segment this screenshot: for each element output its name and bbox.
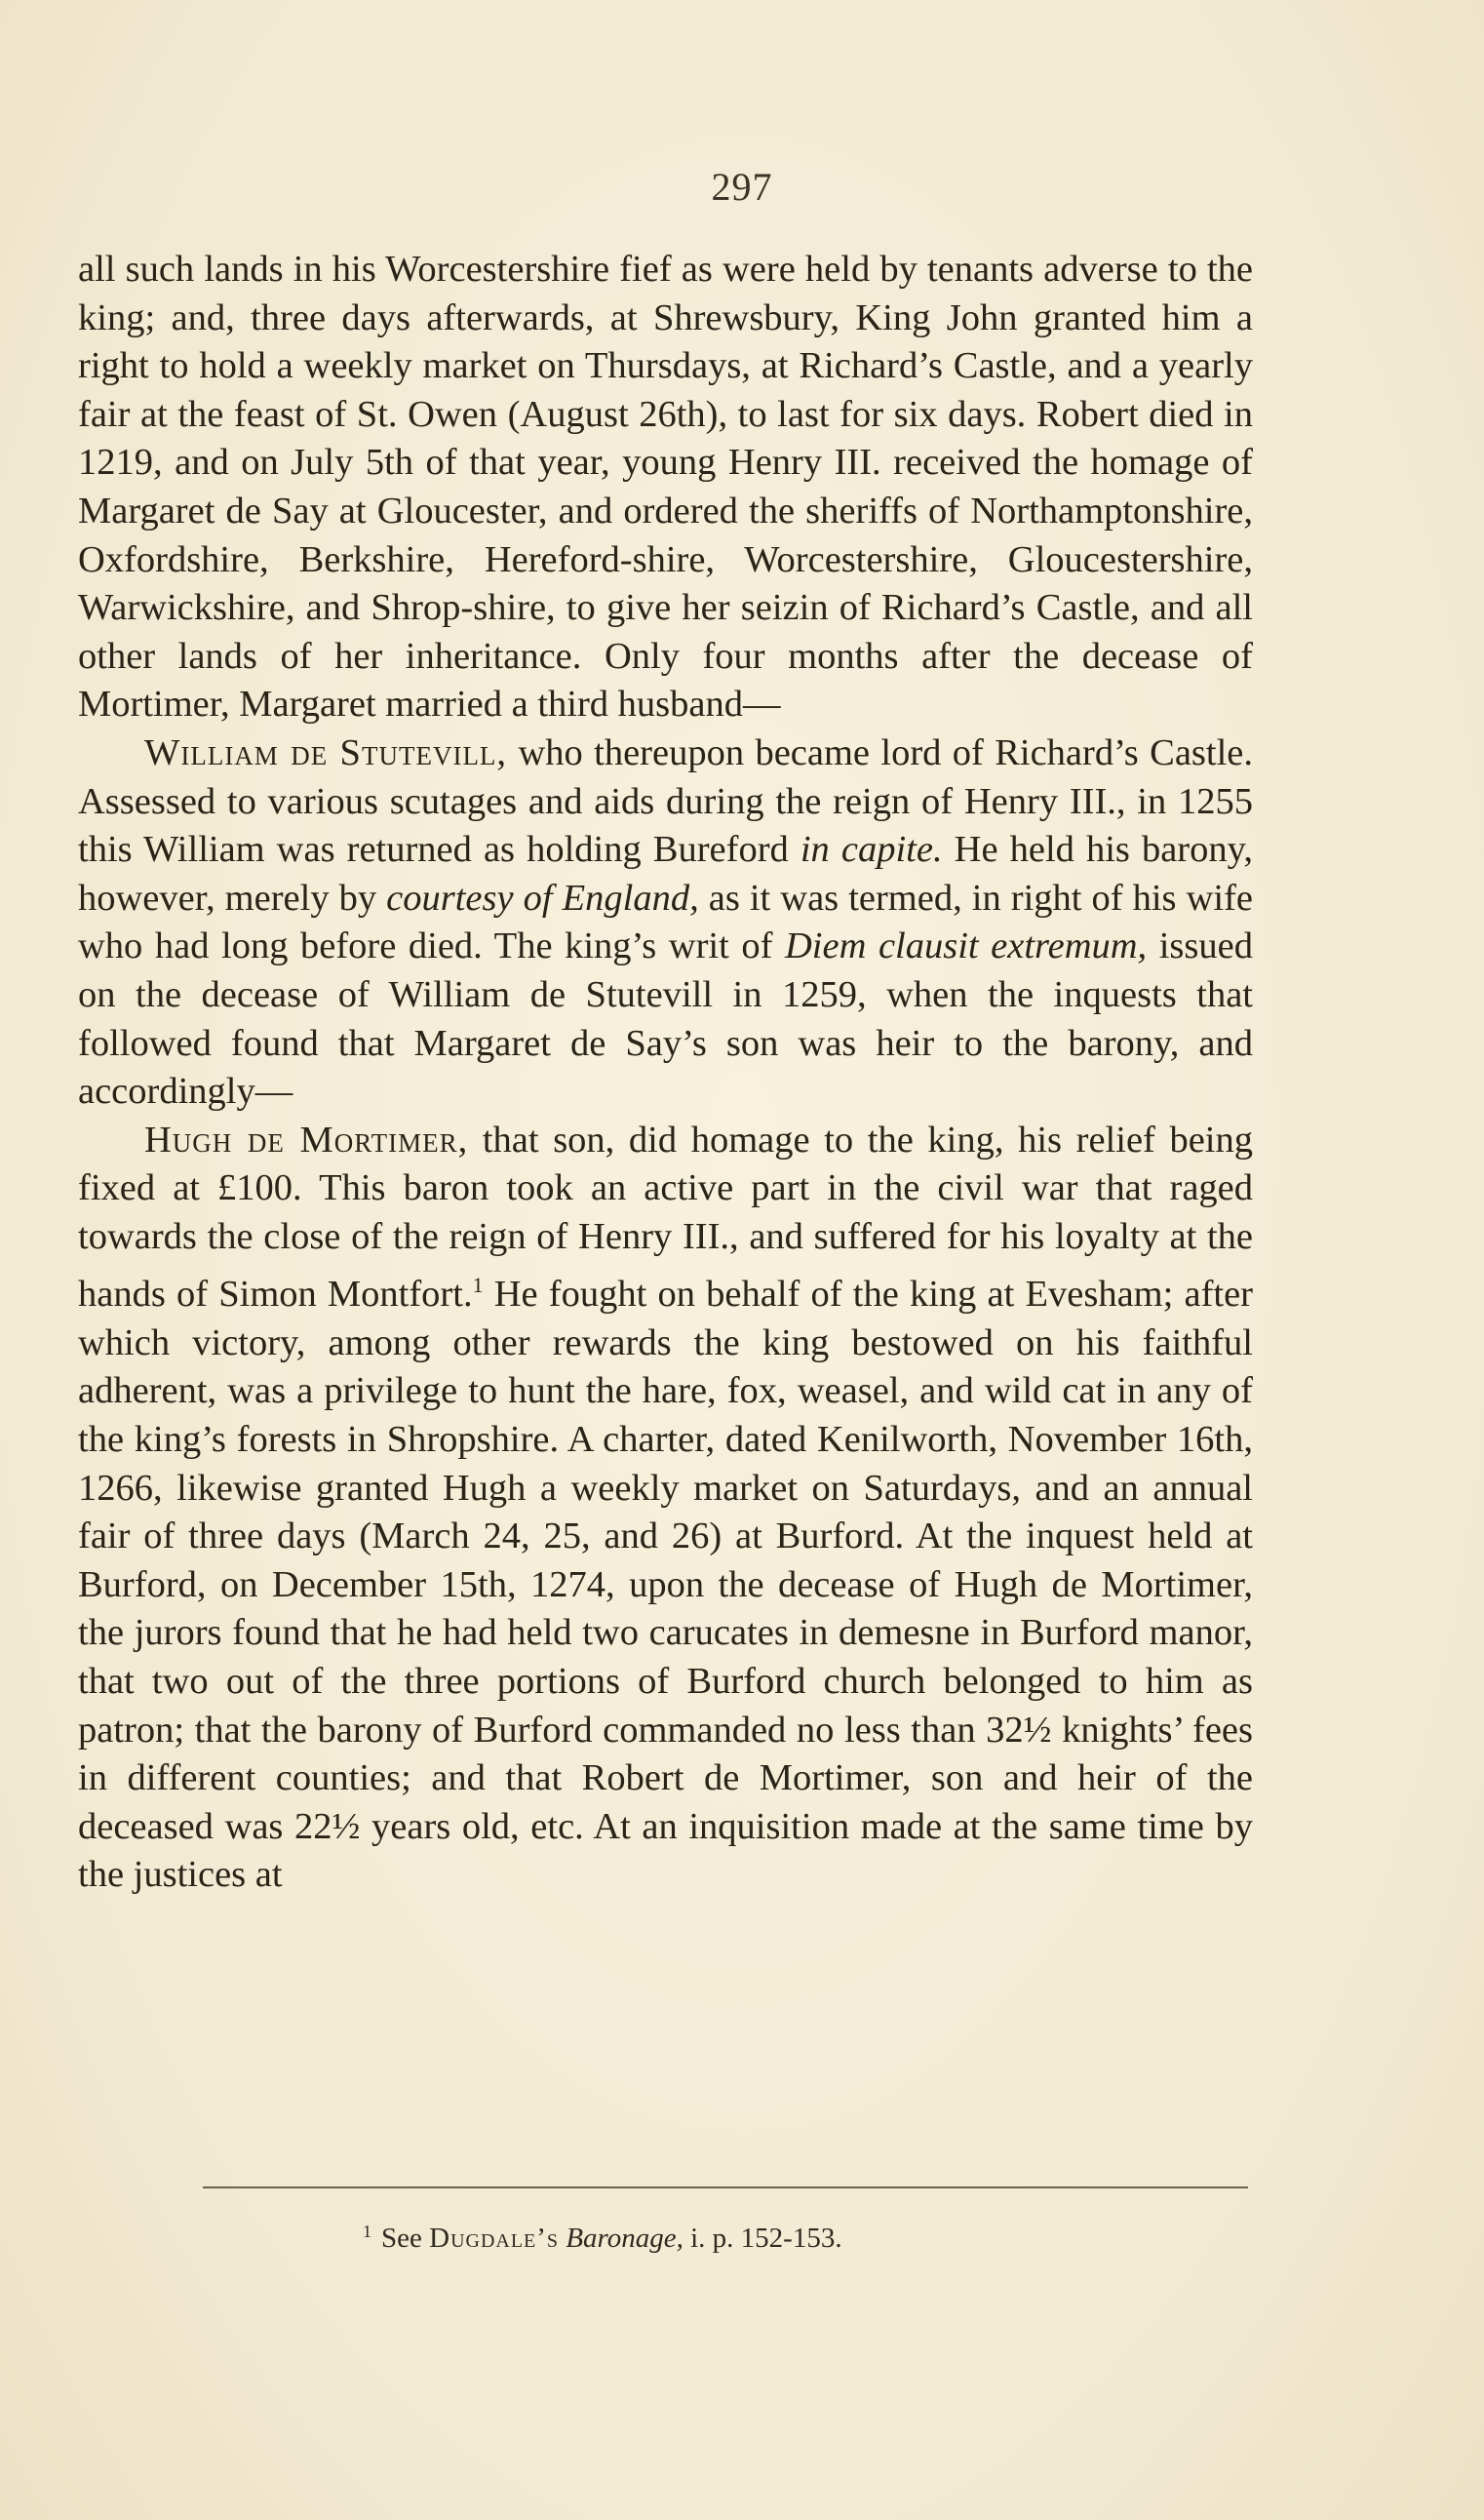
paragraph-1: all such lands in his Worcestershire fief as were held by tenants adverse to the king; and, three days afterwards, at Shrewsbury, King John granted him a right to hold a weekly market on Thursdays, at Richard’s Castle, and a yearly fair at the feast of St. Owen (August 26th), to last for six days. Robert died in 1219, and on July 5th of that year, young Henry III. received the homage of Margaret de Say at Gloucester, and ordered the sheriffs of Northamptonshire, Oxfordshire, Berkshire, Hereford-shire, Worcestershire, Gloucestershire, Warwickshire, and Shrop-shire, to give her seizin of Richard’s Castle, and all other lands of her inheritance. Only four months after the decease of Mortimer, Margaret married a third husband— xyxy=(78,249,1253,726)
paragraph-2-text-4: issued on the decease of William de Stutevill in 1259, when the inquests that followed found that Margaret de Say’s son was heir to the barony, and accordingly— xyxy=(78,925,1253,1113)
paragraph-3-text-1: that son, did homage to the king, his relief being fixed at £100. This baron took an active part in the civil war that raged towards the close of the reign of Henry III., and suffered for his loyalty at the hands of Simon Montfort. xyxy=(78,1119,1253,1316)
footnote xyxy=(363,2214,1240,2256)
footnote-reference[interactable]: 1 xyxy=(472,1273,484,1298)
italic-diem-clausit-extremum: Diem clausit extremum, xyxy=(785,925,1148,967)
footnote-title: Baronage, xyxy=(566,2223,683,2254)
footnote-author: Dugdale’s xyxy=(429,2223,560,2254)
paragraph-2-text-3: as it was termed, in right of his wife who had long before died. The king’s writ of xyxy=(78,877,1253,967)
paragraph-2-text-2: He held his barony, however, merely by xyxy=(78,829,1253,919)
italic-courtesy-of-england: courtesy of England, xyxy=(386,877,699,919)
footnote-suffix: i. p. 152-153. xyxy=(683,2223,842,2254)
paragraph-3-text-2: He fought on behalf of the king at Evesham; after which victory, among other rewards the king bestowed on his faithful adherent, was a privilege to hunt the hare, fox, weasel, and wild cat in any of the king’s forests in Shropshire. A charter, dated Kenilworth, November 16th, 1266, likewise granted Hugh a weekly market on Saturdays, and an annual fair of three days (March 24, 25, and 26) at Burford. At the inquest held at Burford, on December 15th, 1274, upon the decease of Hugh de Mortimer, the jurors found that he had held two carucates in demesne in Burford manor, that two out of the three portions of Burford church belonged to him as patron; that the barony of Burford commanded no less than 32½ knights’ fees in different counties; and that Robert de Mortimer, son and heir of the deceased was 22½ years old, etc. At an inquisition made at the same time by the justices at xyxy=(78,1274,1254,1896)
paragraph-2 xyxy=(78,729,1253,1117)
page-number: 297 xyxy=(711,165,773,209)
name-hugh-de-mortimer: Hugh de Mortimer, xyxy=(144,1119,469,1161)
footnote-prefix: See xyxy=(381,2223,430,2254)
footnote-divider xyxy=(203,2186,1248,2188)
paragraph-3 xyxy=(78,1117,1253,1900)
body-text xyxy=(78,246,1253,1900)
paragraph-2-text-1: who thereupon became lord of Richard’s Castle. Assessed to various scutages and aids during the reign of Henry III., in 1255 this William was returned as holding Bureford xyxy=(78,731,1254,871)
italic-in-capite: in capite. xyxy=(800,829,943,871)
name-william-de-stutevill: William de Stutevill, xyxy=(144,731,508,773)
footnote-marker: 1 xyxy=(363,2222,371,2241)
